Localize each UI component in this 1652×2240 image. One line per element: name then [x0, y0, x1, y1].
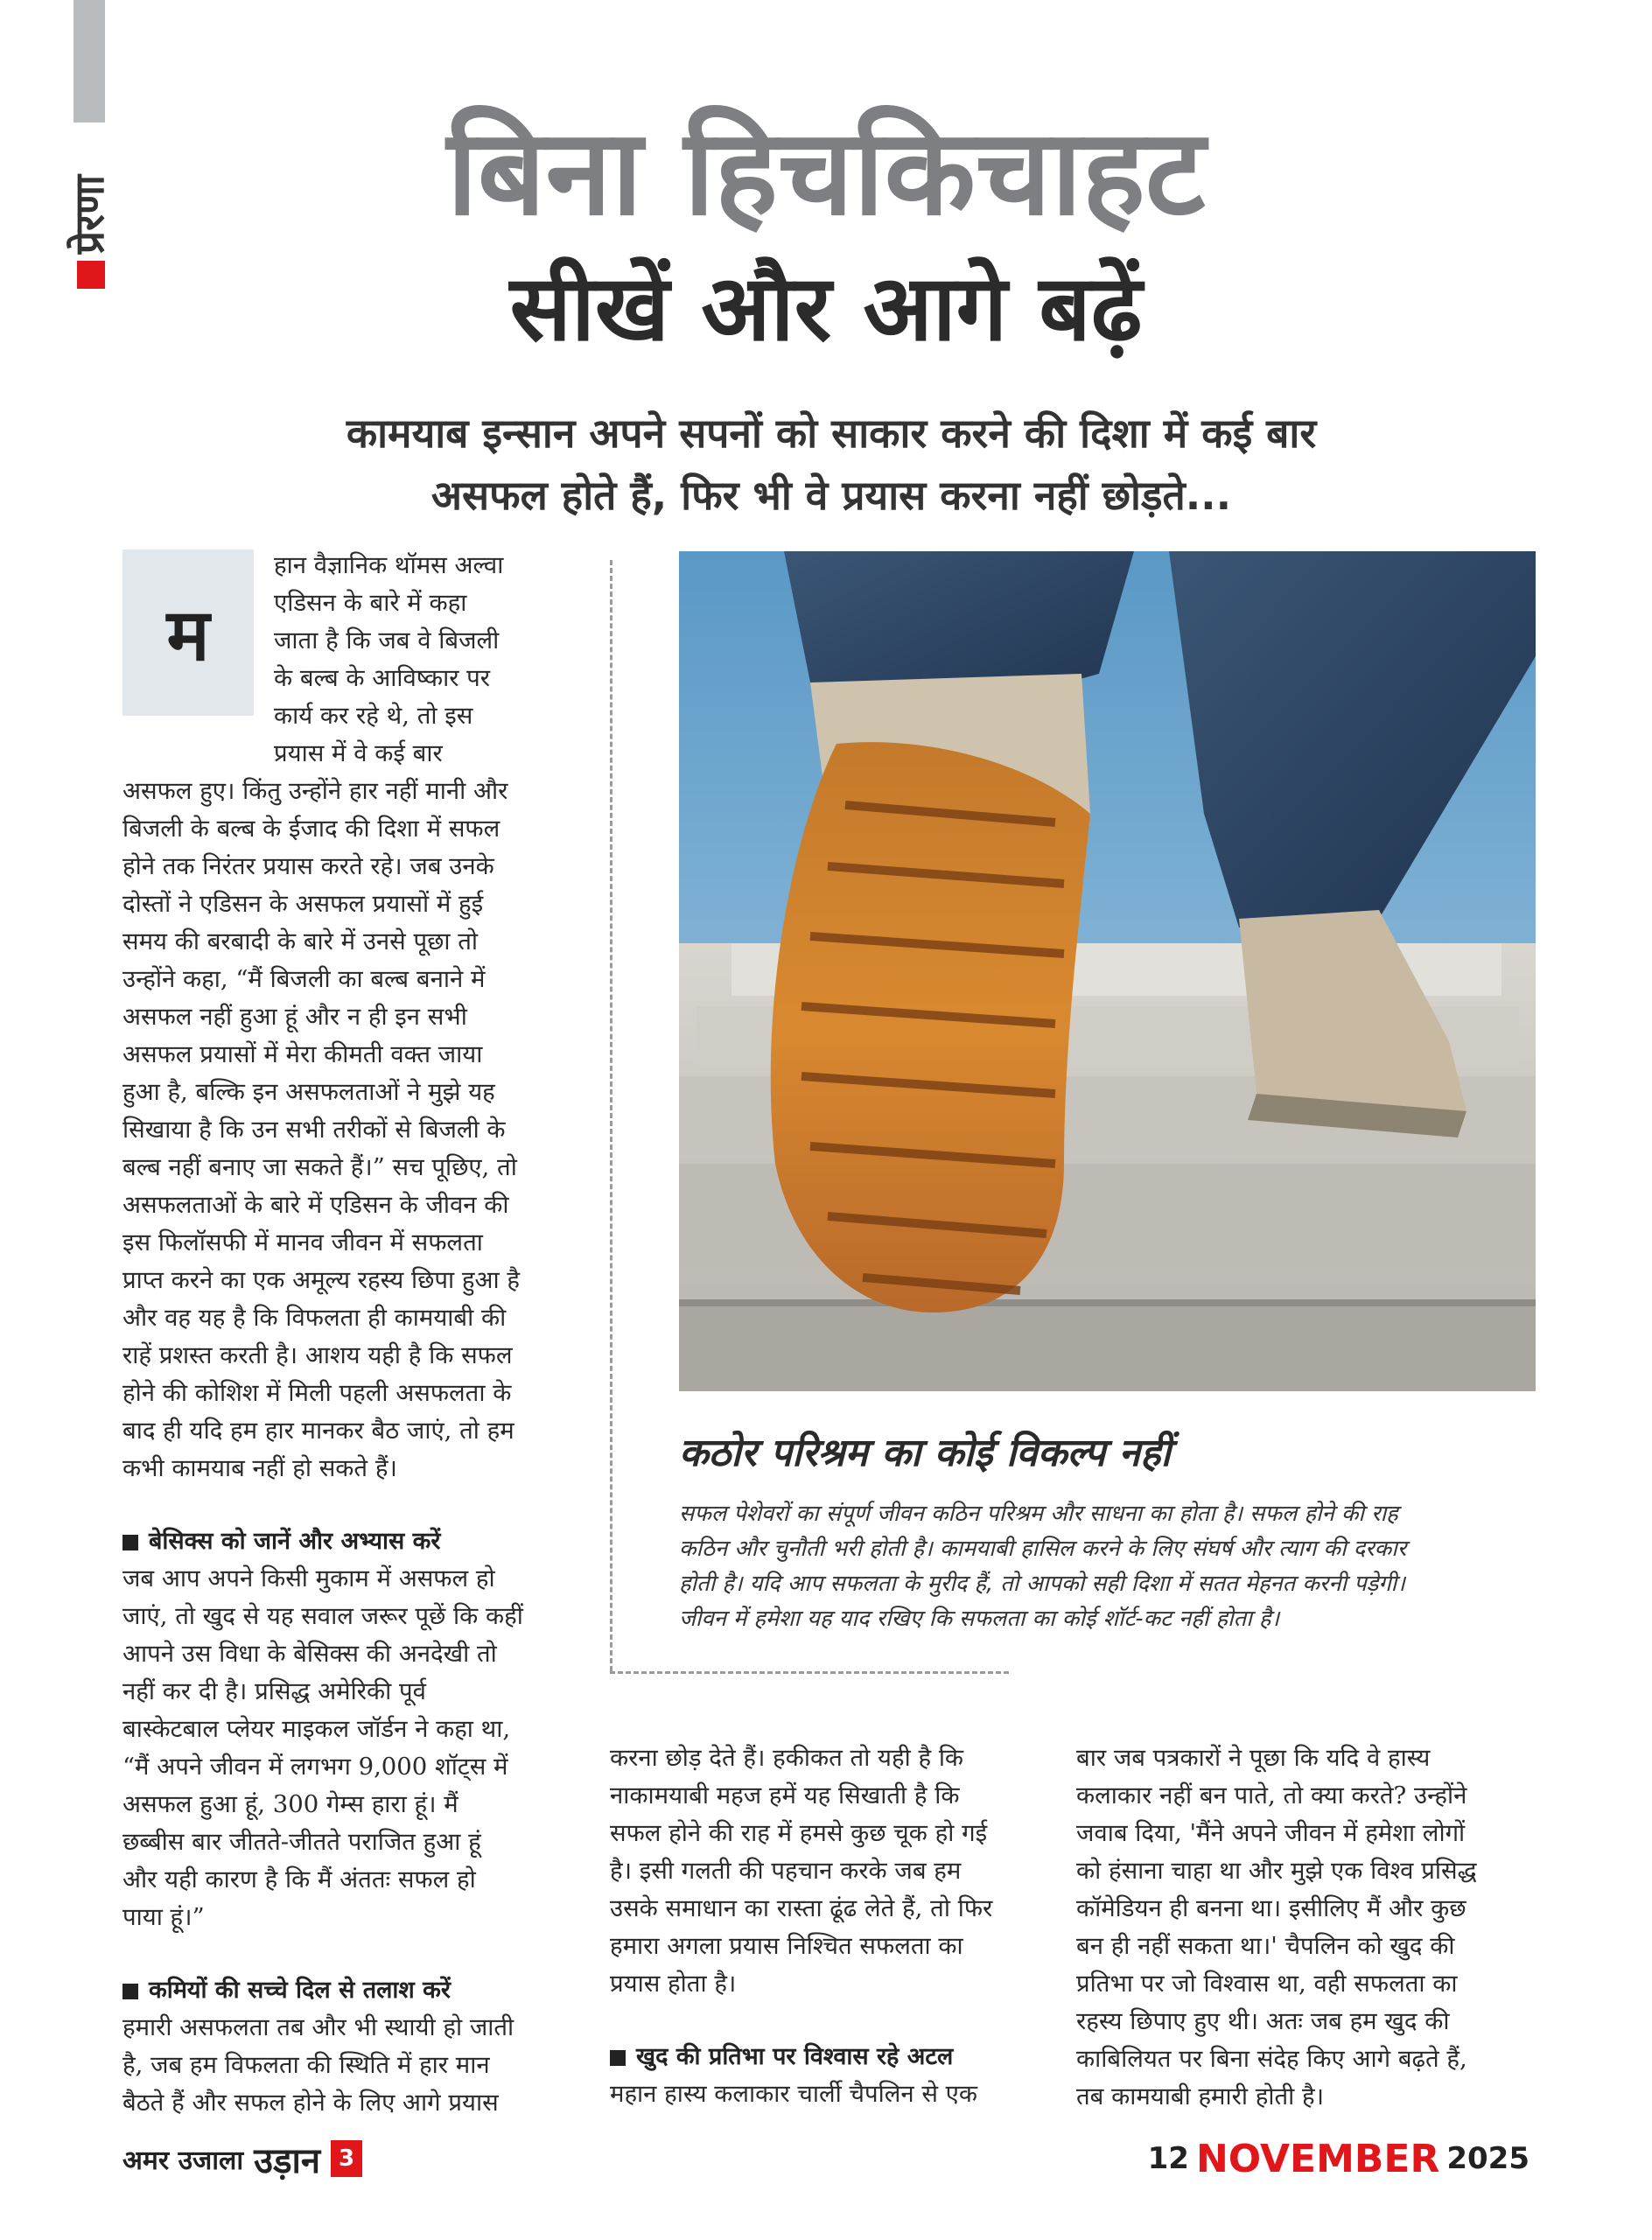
column-divider — [610, 560, 612, 1671]
top-gray-bar — [74, 0, 105, 122]
text-line: कॉमेडियन ही बनना था। इसीलिए मैं और कुछ — [1076, 1894, 1466, 1922]
box-text — [679, 1496, 1554, 1636]
magazine-name: उड़ान — [254, 2140, 321, 2181]
subheading-shortcomings: कमियों की सच्चे दिल से तलाश करें — [122, 1971, 612, 2009]
section-label: प्रेरणा — [66, 174, 113, 255]
box-title: कठोर परिश्रम का कोई विकल्प नहीं — [679, 1431, 1171, 1475]
text-line: बैठते हैं और सफल होने के लिए आगे प्रयास — [122, 2089, 499, 2117]
text-line: बार जब पत्रकारों ने पूछा कि यदि वे हास्य — [1076, 1744, 1431, 1772]
text-line: प्रतिभा पर जो विश्वास था, वही सफलता का — [1076, 1970, 1458, 1998]
text-line: प्राप्त करने का एक अमूल्य रहस्य छिपा हुआ है — [122, 1266, 520, 1294]
text-line: छब्बीस बार जीतते-जीतते पराजित हुआ हूं — [122, 1828, 481, 1856]
bullet-square-icon — [610, 2050, 626, 2066]
text-line: तब कामयाबी हमारी होती है। — [1076, 2082, 1325, 2110]
text-line: असफल नहीं हुआ हूं और न ही इन सभी — [122, 1003, 467, 1031]
text-line: हुआ है, बल्कि इन असफलताओं ने मुझे यह — [122, 1078, 495, 1106]
text-line: होने तक निरंतर प्रयास करते रहे। जब उनके — [122, 852, 494, 880]
text-line: कठिन और चुनौती भरी होती है। कामयाबी हासिल करने के लिए संघर्ष और त्याग की दरकार — [679, 1536, 1407, 1562]
text-line: इस फिलॉसफी में मानव जीवन में सफलता — [122, 1228, 483, 1256]
text-line: हान वैज्ञानिक थॉमस अल्वा — [274, 551, 504, 579]
page-number: 3 — [331, 2140, 362, 2177]
text-line: है। इसी गलती की पहचान करके जब हम — [610, 1857, 962, 1885]
text-line: नाकामयाबी महज हमें यह सिखाती है कि — [610, 1782, 960, 1810]
text-line: असफल हुआ हूं, 300 गेम्स हारा हूं। मैं — [122, 1790, 458, 1818]
text-line: जब आप अपने किसी मुकाम में असफल हो — [122, 1564, 495, 1592]
text-line: सिखाया है कि उन सभी तरीकों से बिजली के — [122, 1116, 506, 1144]
bullet-square-icon — [122, 1535, 138, 1550]
text-line: होती है। यदि आप सफलता के मुरीद हैं, तो आपको सही दिशा में सतत मेहनत करनी पड़ेगी। — [679, 1571, 1405, 1597]
text-line: सफल पेशेवरों का संपूर्ण जीवन कठिन परिश्रम और साधना का होता है। सफल होने की राह — [679, 1501, 1398, 1527]
column-2 — [610, 1740, 1047, 2113]
text-line: कार्य कर रहे थे, तो इस — [274, 702, 473, 730]
text-line: पाया हूं।” — [122, 1903, 205, 1931]
text-line: के बल्ब के आविष्कार पर — [274, 664, 491, 692]
text-line: कलाकार नहीं बन पाते, तो क्या करते? उन्होंने — [1076, 1782, 1467, 1810]
text-line: उन्होंने कहा, “मैं बिजली का बल्ब बनाने में — [122, 965, 486, 993]
text-line: समय की बरबादी के बारे में उनसे पूछा तो — [122, 928, 479, 956]
text-line: प्रयास होता है। — [610, 1970, 737, 1998]
text-line: रहस्य छिपाए हुए थी। अतः जब हम खुद की — [1076, 2007, 1450, 2035]
date-year: 2025 — [1446, 2141, 1530, 2176]
text-line: जाता है कि जब वे बिजली — [274, 626, 500, 654]
text-line: बल्ब नहीं बनाए जा सकते हैं।” सच पूछिए, तो — [122, 1153, 517, 1181]
footer-logo — [122, 2135, 362, 2182]
date-month: NOVEMBER — [1195, 2136, 1440, 2181]
bullet-square-icon — [122, 1984, 138, 1999]
text-line: बास्केटबाल प्लेयर माइकल जॉर्डन ने कहा था, — [122, 1715, 511, 1743]
column-1 — [122, 773, 612, 2122]
text-line: दोस्तों ने एडिसन के असफल प्रयासों में हुई — [122, 890, 484, 918]
text-line: असफल हुए। किंतु उन्होंने हार नहीं मानी और — [122, 777, 508, 805]
text-line: है, जब हम विफलता की स्थिति में हार मान — [122, 2051, 490, 2079]
text-line: राहें प्रशस्त करती है। आशय यही है कि सफल — [122, 1341, 513, 1369]
dropcap: म — [122, 550, 254, 716]
text-line: असफलताओं के बारे में एडिसन के जीवन की — [122, 1191, 509, 1219]
headline-line2: सीखें और आगे बढ़ें — [509, 255, 1143, 361]
sneaker-stairs-photo — [679, 551, 1536, 1391]
subheadline-line2: असफल होते हैं, फिर भी वे प्रयास करना नहीं छोड़ते... — [430, 472, 1232, 520]
text-line: बन ही नहीं सकता था।' चैपलिन को खुद की — [1076, 1932, 1455, 1960]
text-line: कभी कामयाब नहीं हो सकते हैं। — [122, 1454, 397, 1482]
text-line: महान हास्य कलाकार चार्ली चैपलिन से एक — [610, 2080, 978, 2108]
text-line: होने की कोशिश में मिली पहली असफलता के — [122, 1379, 512, 1407]
text-line: जवाब दिया, 'मैंने अपने जीवन में हमेशा लोगों — [1076, 1819, 1466, 1847]
brand-name: अमर उजाला — [122, 2145, 244, 2176]
subheading-self-belief: खुद की प्रतिभा पर विश्वास रहे अटल — [610, 2038, 1047, 2076]
text-line: जीवन में हमेशा यह याद रखिए कि सफलता का कोई शॉर्ट-कट नहीं होता है। — [679, 1606, 1280, 1632]
text-line: उसके समाधान का रास्ता ढूंढ लेते हैं, तो फिर — [610, 1894, 993, 1922]
date-day: 12 — [1147, 2141, 1189, 2176]
text-line: हमारी असफलता तब और भी स्थायी हो जाती — [122, 2013, 514, 2041]
text-line: और वह यह है कि विफलता ही कामयाबी की — [122, 1304, 507, 1332]
text-line: करना छोड़ देते हैं। हकीकत तो यही है कि — [610, 1744, 964, 1772]
column-3 — [1076, 1740, 1549, 2116]
intro-text — [274, 547, 606, 773]
text-line: “मैं अपने जीवन में लगभग 9,000 शॉट्स में — [122, 1753, 508, 1781]
headline-line1: बिना हिचकिचाहट — [446, 104, 1206, 242]
text-line: एडिसन के बारे में कहा — [274, 589, 467, 617]
box-divider — [610, 1671, 1009, 1674]
text-line: सफल होने की राह में हमसे कुछ चूक हो गई — [610, 1819, 988, 1847]
text-line: को हंसाना चाहा था और मुझे एक विश्व प्रसिद्ध — [1076, 1857, 1477, 1885]
text-line: काबिलियत पर बिना संदेह किए आगे बढ़ते हैं, — [1076, 2045, 1467, 2073]
text-line: आपने उस विधा के बेसिक्स की अनदेखी तो — [122, 1640, 497, 1668]
text-line: असफल प्रयासों में मेरा कीमती वक्त जाया — [122, 1040, 483, 1068]
subheading-basics: बेसिक्स को जानें और अभ्यास करें — [122, 1522, 612, 1560]
subheadline-line1: कामयाब इन्सान अपने सपनों को साकार करने की दिशा में कई बार — [346, 410, 1317, 457]
text-line: बिजली के बल्ब के ईजाद की दिशा में सफल — [122, 815, 500, 843]
text-line: और यही कारण है कि मैं अंततः सफल हो — [122, 1866, 476, 1894]
text-line: जाएं, तो खुद से यह सवाल जरूर पूछें कि कहीं — [122, 1602, 523, 1630]
text-line: प्रयास में वे कई बार — [274, 739, 443, 767]
text-line: बाद ही यदि हम हार मानकर बैठ जाएं, तो हम — [122, 1417, 514, 1445]
text-line: नहीं कर दी है। प्रसिद्ध अमेरिकी पूर्व — [122, 1677, 426, 1705]
subheadline — [175, 402, 1488, 528]
text-line: हमारा अगला प्रयास निश्चित सफलता का — [610, 1932, 963, 1960]
footer-date — [1148, 2135, 1530, 2182]
